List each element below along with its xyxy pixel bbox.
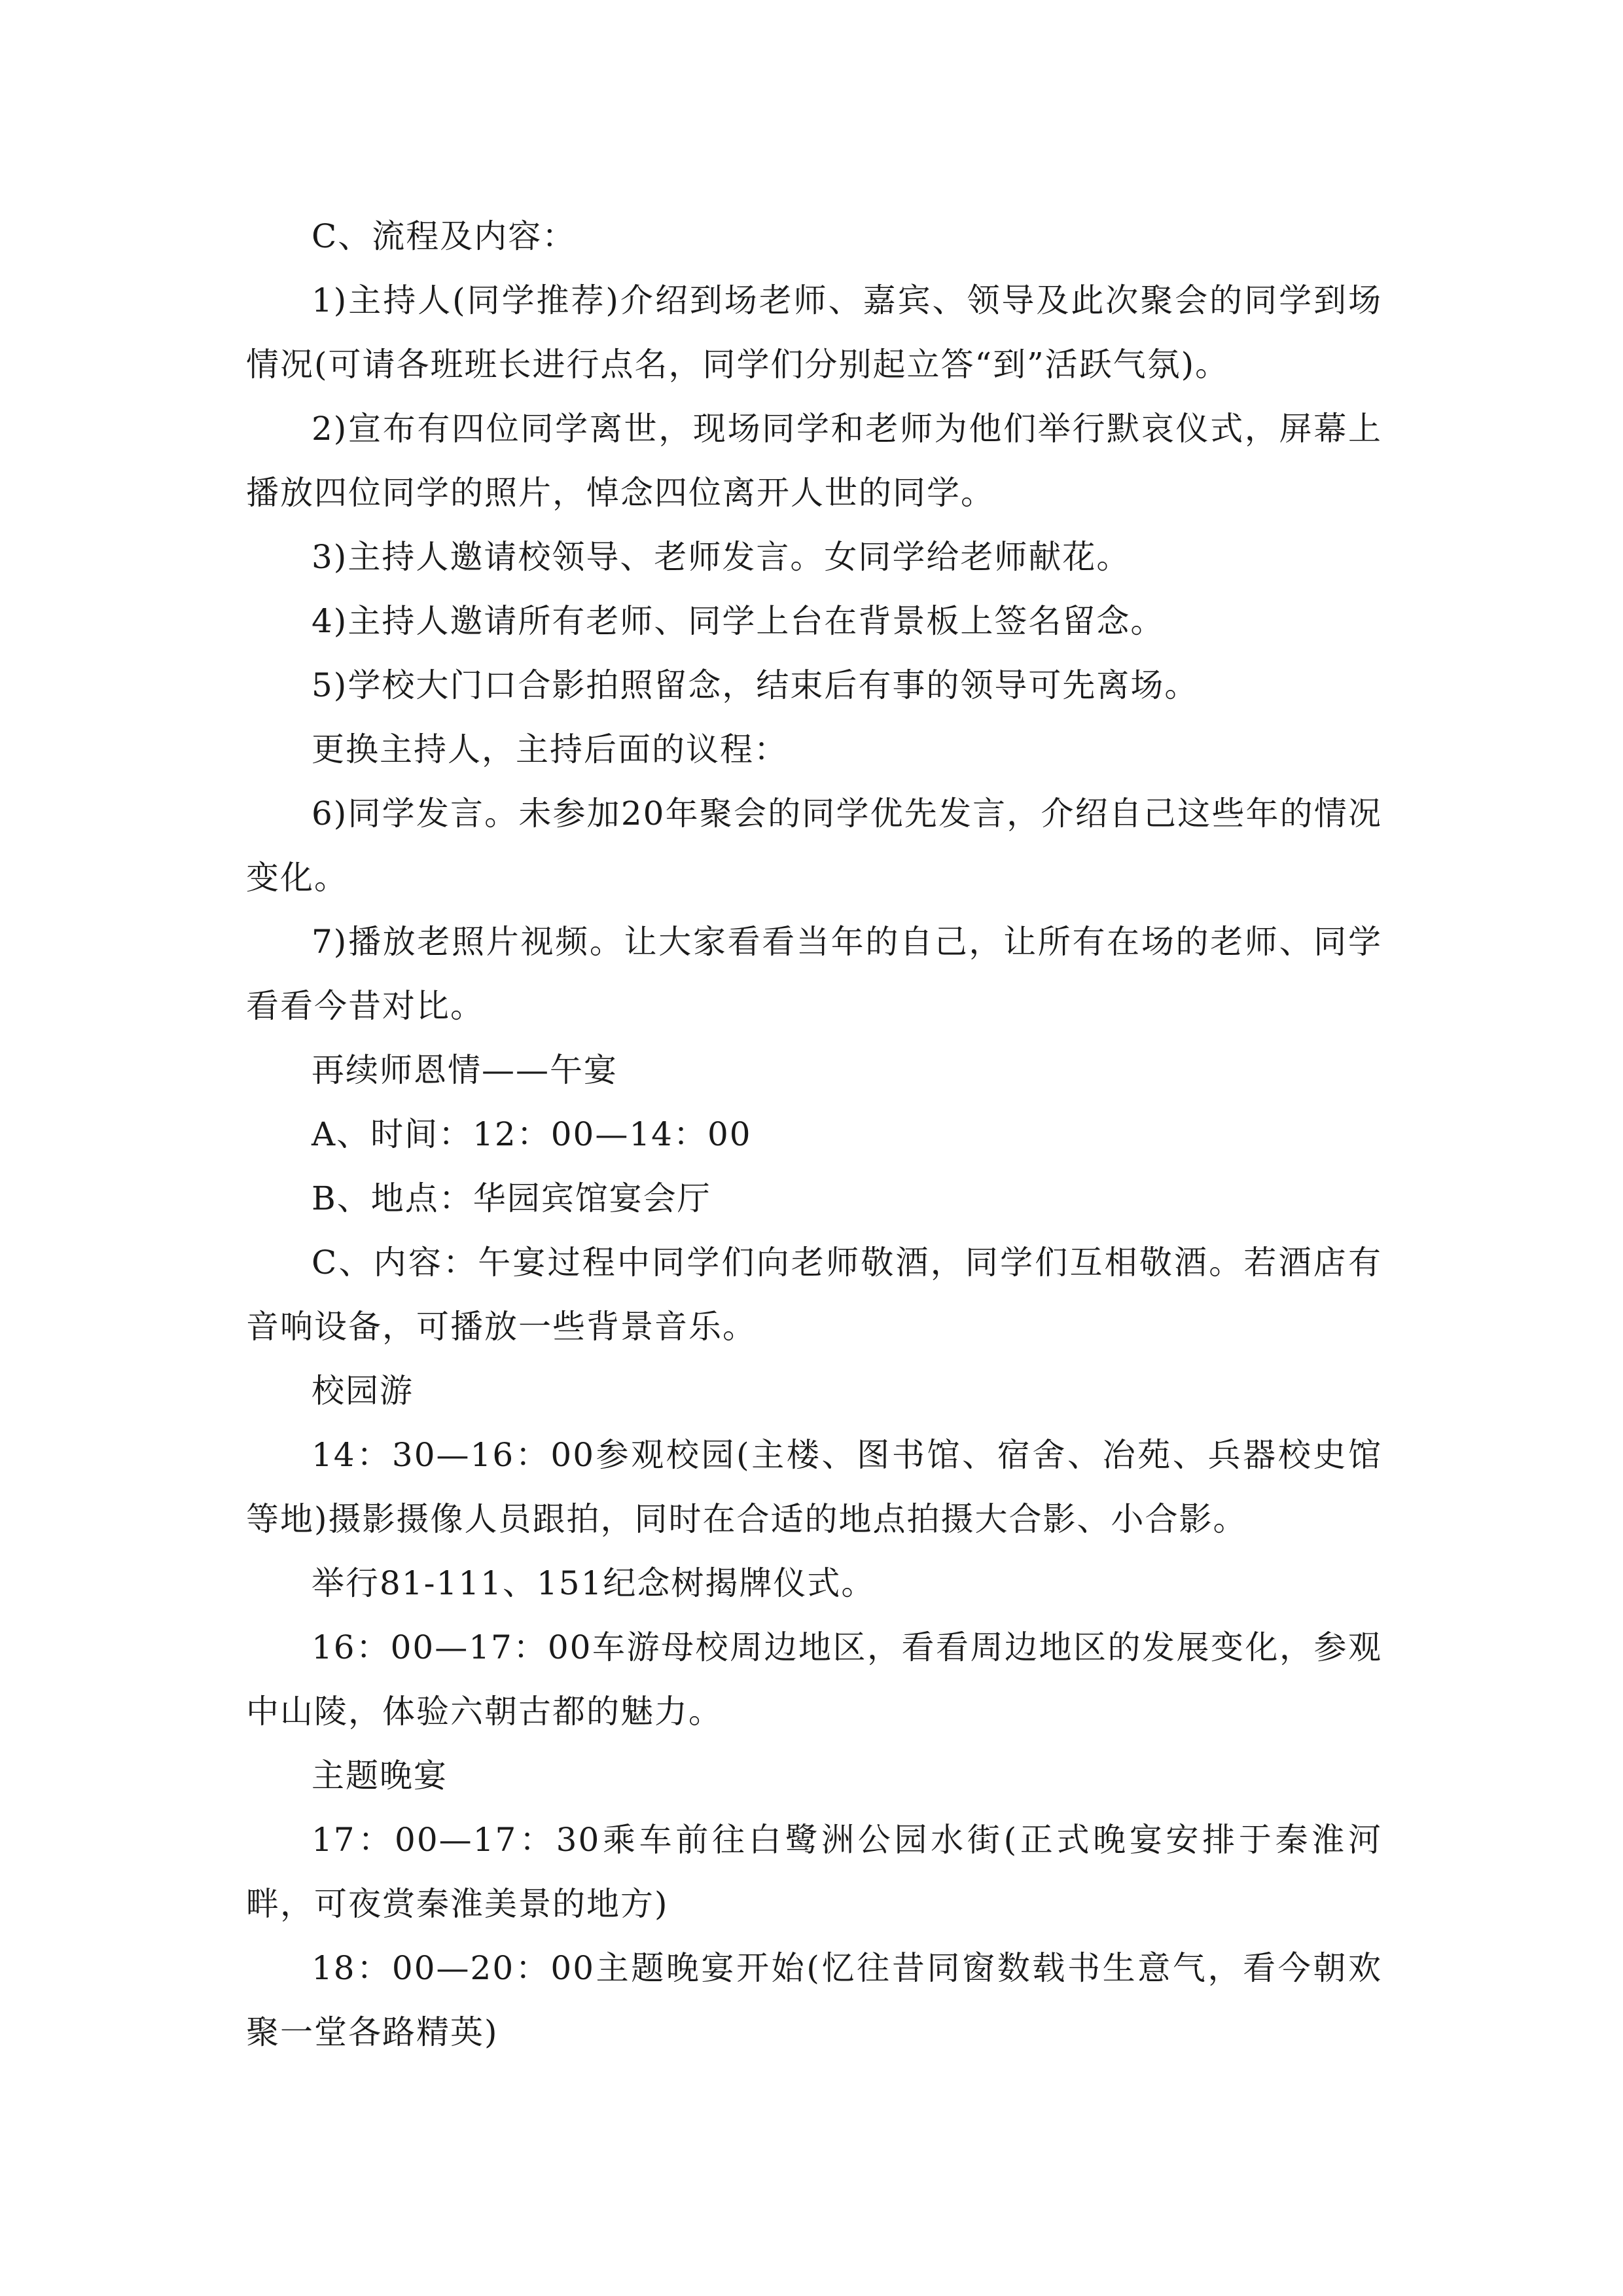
paragraph-item-3: 3)主持人邀请校领导、老师发言。女同学给老师献花。 — [312, 538, 1131, 576]
paragraph-item-5: 5)学校大门口合影拍照留念，结束后有事的领导可先离场。 — [312, 666, 1199, 704]
paragraph-lunch-place: B、地点：华园宾馆宴会厅 — [312, 1179, 711, 1217]
paragraph-item-7: 7)播放老照片视频。让大家看看当年的自己，让所有在场的老师、同学看看今昔对比。 — [246, 923, 1382, 1025]
paragraph-change-host: 更换主持人，主持后面的议程： — [312, 730, 788, 768]
paragraph-bus-tour: 16：00—17：00车游母校周边地区，看看周边地区的发展变化，参观中山陵，体验六朝古都的魅力。 — [246, 1628, 1382, 1731]
paragraph-item-6: 6)同学发言。未参加20年聚会的同学优先发言，介绍自己这些年的情况变化。 — [246, 795, 1382, 897]
paragraph-lunch-content: C、内容：午宴过程中同学们向老师敬酒，同学们互相敬酒。若酒店有音响设备，可播放一些背景音乐。 — [246, 1244, 1382, 1346]
section-title-campus-tour: 校园游 — [312, 1372, 414, 1410]
paragraph-item-1: 1)主持人(同学推荐)介绍到场老师、嘉宾、领导及此次聚会的同学到场情况(可请各班班长进行点名，同学们分别起立答“到”活跃气氛)。 — [246, 281, 1382, 384]
paragraph-lunch-time: A、时间：12：00—14：00 — [312, 1115, 752, 1153]
paragraph-item-4: 4)主持人邀请所有老师、同学上台在背景板上签名留念。 — [312, 602, 1165, 640]
section-title-dinner: 主题晚宴 — [312, 1757, 448, 1795]
paragraph-dinner-start: 18：00—20：00主题晚宴开始(忆往昔同窗数载书生意气，看今朝欢聚一堂各路精英) — [246, 1949, 1382, 2051]
paragraph-tree-ceremony: 举行81-111、151纪念树揭牌仪式。 — [312, 1564, 876, 1602]
paragraph-process-heading: C、流程及内容： — [312, 217, 577, 255]
paragraph-item-2: 2)宣布有四位同学离世，现场同学和老师为他们举行默哀仪式，屏幕上播放四位同学的照片，悼念四位离开人世的同学。 — [246, 410, 1382, 512]
paragraph-campus-visit: 14：30—16：00参观校园(主楼、图书馆、宿舍、冶苑、兵器校史馆等地)摄影摄像人员跟拍，同时在合适的地点拍摄大合影、小合影。 — [246, 1436, 1382, 1538]
section-title-lunch: 再续师恩情——午宴 — [312, 1051, 618, 1089]
paragraph-dinner-transfer: 17：00—17：30乘车前往白鹭洲公园水街(正式晚宴安排于秦淮河畔，可夜赏秦淮美景的地方) — [246, 1821, 1382, 1923]
document-body — [246, 204, 1382, 2064]
